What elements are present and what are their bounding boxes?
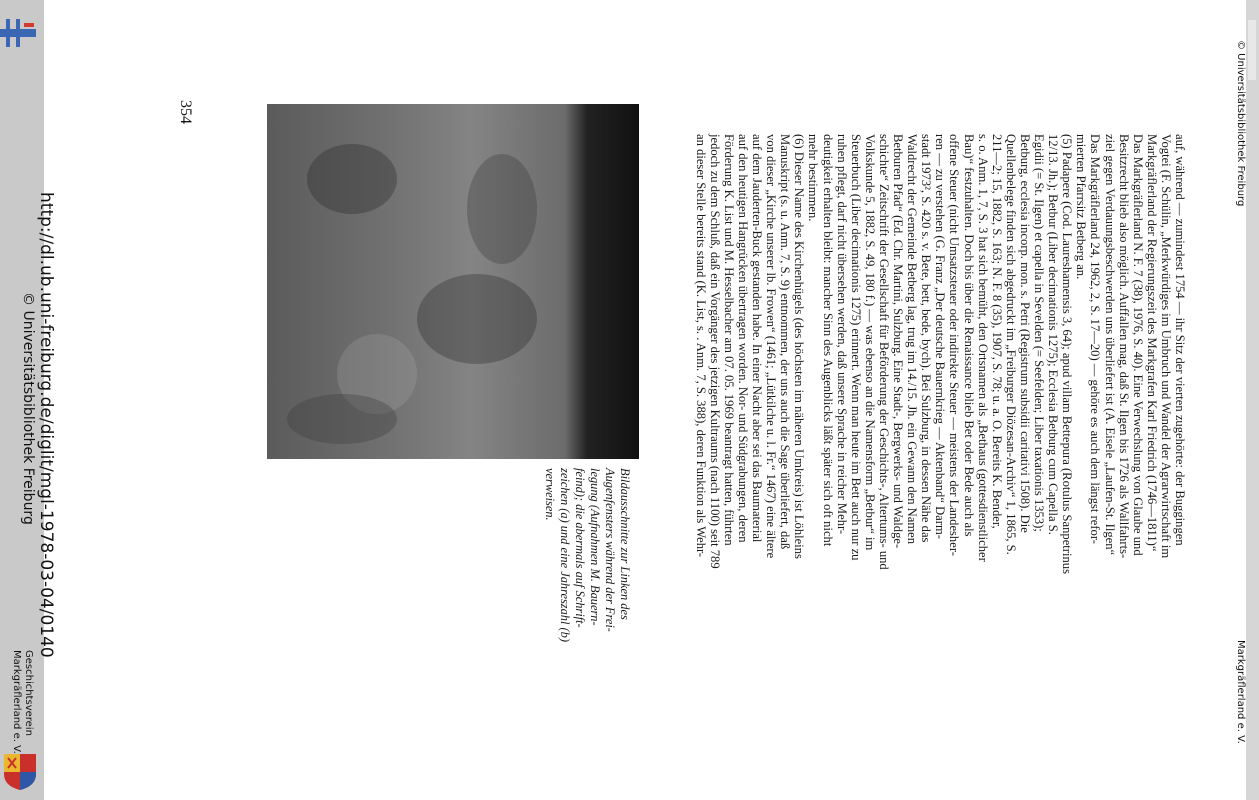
- caption-line: Bildausschnitte zur Linken des: [618, 468, 632, 620]
- right-edge-copyright: © Universitätsbibliothek Freiburg: [1235, 40, 1246, 207]
- caption-line: feind); die abermals auf Schrift-: [573, 468, 587, 628]
- text-line: ren — zu verstehen (G. Franz „Der deutsche Bauernkrieg — Aktenband“ Darm-: [933, 134, 948, 539]
- society-name-line2: Markgräflerland e. V.: [11, 650, 22, 754]
- text-line: jedoch zu dem Schluß, daß ein Vorgänger des jetzigen Kultraums (nach 1100) seit 789: [707, 134, 722, 569]
- text-line: Markgräflerland der Regierungszeit des Markgrafen Karl Friedrich (1746—1811)“: [1144, 134, 1159, 552]
- text-line: Bau)“ festzuhalten. Doch bis über die Renaissance blieb Bet oder Bede auch als: [961, 134, 976, 537]
- copyright-notice: © Universitätsbibliothek Freiburg: [20, 292, 36, 525]
- text-line: (5) Padapere (Cod. Laureshamensis 3, 64); apud villam Bettepura (Rotulus Sanpetrinus: [1060, 134, 1075, 574]
- text-line: Quellenbelege finden sich abgedruckt im „Freiburger Diözesan-Archiv“ 1, 1865, S.: [1003, 134, 1018, 555]
- scrollbar[interactable]: [1248, 20, 1256, 80]
- library-logo-icon: [0, 15, 36, 51]
- text-line: Betburen Pfad“ (Ed. Chr. Martini, Sulzburg. Eine Stadt-, Bergwerks- und Waldge-: [891, 134, 905, 549]
- caption-line: verweisen.: [543, 468, 557, 521]
- text-line: s. o. Anm. 1, 7, S. 3 hat sich bemüht, den Ortsnamen als „Bethaus (gottesdienstlicher: [975, 134, 990, 562]
- text-line: ruhen pflegt, darf nicht übersehen werden, daß unsere Sprache in reicher Mehr-: [834, 134, 849, 535]
- text-line: stadt 1973², S. 420 s. v. Bete, bett, bede, bych). Bei Sulzburg, in dessen Nähe das: [919, 134, 934, 543]
- caption-line: legung (Aufnahmen M. Bauern-: [588, 468, 602, 626]
- text-line: deutigkeit erhalten bleibt: mancher Sinn des Augenblicks läßt später sich oft nicht: [820, 134, 835, 547]
- text-line: Egidii (= St. Ilgen) et capella in Sevelden (= Seefelden; Liber taxationis 1353);: [1032, 134, 1046, 532]
- page-url[interactable]: http://dl.ub.uni-freiburg.de/diglit/mgl-1978-03-04/0140: [36, 192, 56, 658]
- text-line: Förderung K. List und M. Hesselbacher am 07. 05. 1969 beantragt hatten, führten: [721, 134, 736, 546]
- text-line: Betburg, ecclesia incorp. mon. s. Petri (Registrum subsidii caritativi 1508). Die: [1017, 134, 1032, 533]
- text-line: Vogtei (F. Schülin, „Merkwürdiges im Umbruch und Wandel der Agrarwirtschaft im: [1158, 134, 1173, 559]
- text-line: Volkskunde 5, 1882, S. 49, 180 f.) — was ebenso an die Namensform „Betbur“ im: [862, 134, 877, 551]
- text-line: mierten Pfarrsitz Betberg an.: [1074, 134, 1089, 280]
- text-line: Manuskript (s. u. Anm. 7, S. 9) entnommen, der uns auch die Sage überliefert, daß: [778, 134, 793, 550]
- text-line: Steuerbuch (Liber decimationis 1275) erinnert. Wenn man heute im Bett auch nur zu: [848, 134, 863, 561]
- text-line: mehr bestimmen.: [806, 134, 821, 222]
- text-line: schichte“ Zeitschrift der Gesellschaft für Beförderung der Geschichts-, Altertums- und: [876, 134, 891, 570]
- text-line: auf, während — zumindest 1754 — ihr Sitz der vierten zugehörte: der Buggingen: [1173, 134, 1187, 546]
- text-line: auf den heutigen Hangrücken übertragen worden. Nor- und Südgrabungen, deren: [735, 134, 750, 543]
- text-line: 211—2; 15, 1882, S. 163; N. F. 8 (35), 1907, S. 78; u. a. O. Bereits K. Bender,: [989, 134, 1004, 529]
- right-edge-society: Markgräflerland e. V.: [1235, 640, 1246, 744]
- text-line: Das Markgräflerland 24, 1962, 2, S. 17—20) — gehöre es auch dem längst refor-: [1088, 134, 1103, 544]
- fresco-photograph: [267, 104, 639, 459]
- text-line: an dieser Stelle bereits stand (K. List, s. . Anm. 7, S. 388), deren Funktion als Wehr-: [693, 134, 708, 558]
- society-name: Geschichtsverein: [23, 650, 34, 736]
- caption-line: Augenfensters während der Frei-: [603, 468, 617, 632]
- text-line: auf dem Jauderten-Buck gestanden habe. In einer Nacht aber sei das Baumaterial: [750, 134, 764, 543]
- text-line: von dieser „Kirche unserer lb. Frowen“ (1461; „Lütkilche u. l. Fr.“ 1467) eine ältere: [764, 134, 779, 559]
- text-line: offene Steuer (nicht Umsatzsteuer oder indirekte Steuer — meistens der Landesher-: [947, 134, 962, 556]
- coat-of-arms-icon: [0, 752, 40, 792]
- viewer-right-strip: [1245, 0, 1259, 800]
- caption-line: zeichen (a) und eine Jahreszahl (b): [558, 468, 572, 642]
- text-line: Besitzrecht blieb also möglich. Auffallen mag, daß St. Ilgen bis 1726 als Wallfahrts-: [1116, 134, 1131, 559]
- text-line: ziel gegen Verdauungsbeschwerden uns überliefert ist (A. Eisele „Laufen-St. Ilgen“: [1102, 134, 1117, 556]
- text-line: (6) Dieser Name des Kirchenhügels (des höchsten im näheren Umkreis) ist Löhleins: [792, 134, 807, 559]
- text-line: Waldrecht der Gemeinde Betberg lag, trug im 14./15. Jh. ein Gewann den Namen: [905, 134, 920, 545]
- page-number: 354: [177, 100, 194, 124]
- text-line: Das Markgräflerland N. F. 7 (38), 1976, S. 40). Eine Verwechslung von Glaube und: [1130, 134, 1145, 556]
- text-line: 12/13. Jh.); Betbur (Liber decimationis 1275); Ecclesia Betburg cum Capella S.: [1046, 134, 1061, 535]
- document-page: [11, 0, 1246, 800]
